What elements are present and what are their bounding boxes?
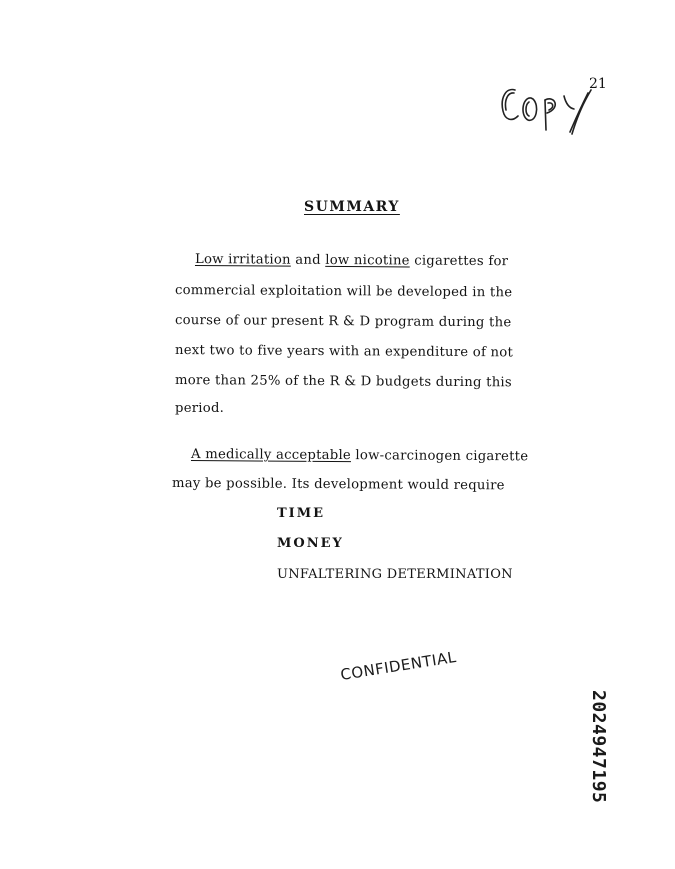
paragraph1-line6: period. — [175, 401, 225, 416]
and-text: and — [290, 252, 326, 268]
summary-title: SUMMARY — [304, 199, 400, 215]
paragraph1-line2: commercial exploitation will be developed in the — [174, 283, 513, 301]
paragraph2-line1 — [191, 447, 528, 464]
low-irritation-text: Low irritation — [194, 252, 291, 268]
copy-handwritten-stamp — [498, 78, 598, 140]
requirement-time: TIME — [277, 506, 326, 521]
requirement-determination: UNFALTERING DETERMINATION — [277, 567, 513, 582]
paragraph1-line3: course of our present R & D program during the — [174, 313, 512, 331]
paragraph2-line2: may be possible. Its development would require — [171, 476, 505, 494]
paragraph1-line1 — [195, 252, 508, 269]
paragraph1-line5: more than 25% of the R & D budgets during this — [174, 373, 512, 391]
low-carcinogen-text: low-carcinogen cigarette — [350, 448, 529, 465]
confidential-stamp: CONFIDENTIAL — [339, 647, 458, 684]
document-number: 2024947195 — [588, 690, 609, 804]
medically-acceptable-text: A medically acceptable — [190, 447, 352, 464]
requirement-money: MONEY — [277, 536, 344, 551]
page-number: 21 — [589, 76, 607, 92]
low-nicotine-text: low nicotine — [325, 252, 410, 269]
cigarettes-for-text: cigarettes for — [409, 253, 509, 270]
paragraph1-line4: next two to five years with an expenditure of not — [174, 343, 514, 361]
